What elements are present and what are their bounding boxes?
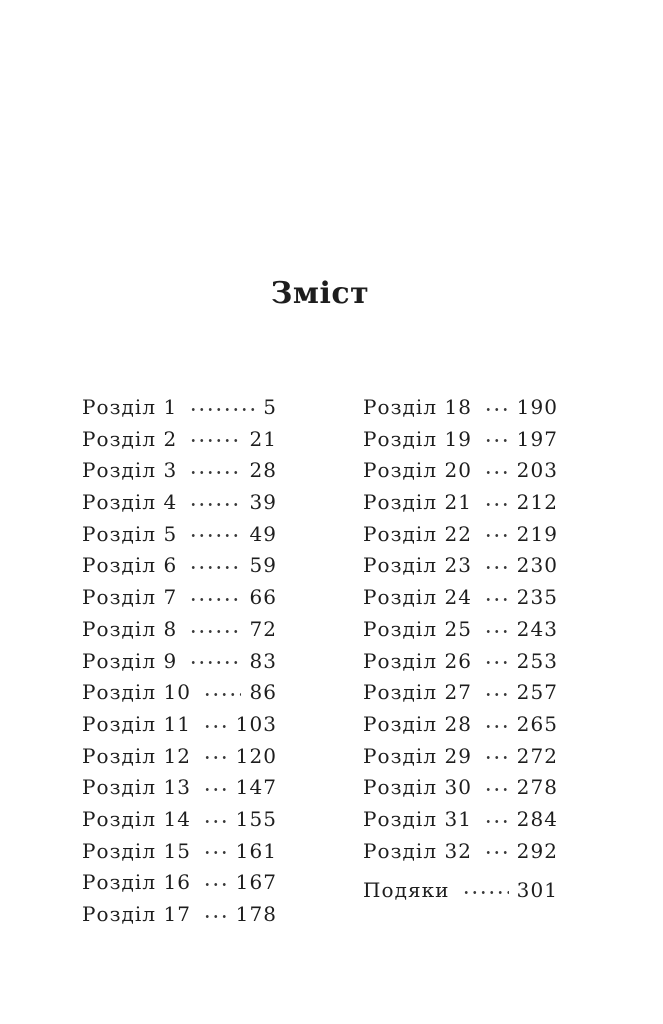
toc-column-right: [363, 392, 558, 931]
dot-leader: [482, 455, 509, 487]
toc-entry[interactable]: [363, 804, 558, 836]
toc-entry-label: Подяки: [363, 878, 450, 903]
toc-entry-label: Розділ 31: [363, 806, 473, 831]
toc-entry-page: 292: [516, 838, 558, 863]
dot-leader: [201, 677, 241, 709]
dot-leader: [482, 836, 509, 868]
toc-entry[interactable]: [82, 836, 277, 868]
toc-entry[interactable]: [363, 614, 558, 646]
toc-entry-label: Розділ 7: [82, 585, 178, 610]
toc-entry-page: 120: [235, 743, 277, 768]
toc-entry-page: 243: [516, 616, 558, 641]
toc-entry-page: 28: [249, 458, 277, 483]
toc-entry[interactable]: [82, 772, 277, 804]
toc-entry-page: 59: [249, 553, 277, 578]
toc-entry[interactable]: [82, 899, 277, 931]
toc-entry-label: Розділ 22: [363, 521, 473, 546]
toc-entry-page: 197: [516, 426, 558, 451]
toc-entry-page: 257: [516, 680, 558, 705]
toc-entry-label: Розділ 27: [363, 680, 473, 705]
toc-entry-page: 265: [516, 711, 558, 736]
toc-columns: [82, 392, 558, 931]
dot-leader: [201, 772, 228, 804]
toc-entry-page: 39: [249, 490, 277, 515]
dot-leader: [482, 709, 509, 741]
toc-entry[interactable]: [363, 424, 558, 456]
toc-entry[interactable]: [82, 709, 277, 741]
toc-entry-label: Розділ 8: [82, 616, 178, 641]
toc-entry[interactable]: [363, 487, 558, 519]
dot-leader: [201, 836, 228, 868]
toc-entry[interactable]: [363, 709, 558, 741]
dot-leader: [482, 487, 509, 519]
toc-entry-page: 83: [249, 648, 277, 673]
toc-entry[interactable]: [82, 741, 277, 773]
toc-entry[interactable]: [363, 836, 558, 868]
dot-leader: [482, 519, 509, 551]
toc-entry-label: Розділ 3: [82, 458, 178, 483]
dot-leader: [201, 804, 228, 836]
toc-entry-label: Розділ 26: [363, 648, 473, 673]
toc-entry-page: 155: [235, 806, 277, 831]
dot-leader: [201, 867, 228, 899]
dot-leader: [482, 392, 509, 424]
toc-entry-page: 178: [235, 902, 277, 926]
toc-entry-label: Розділ 2: [82, 426, 178, 451]
toc-entry-page: 167: [235, 870, 277, 895]
toc-entry-label: Розділ 21: [363, 490, 473, 515]
toc-entry-label: Розділ 24: [363, 585, 473, 610]
dot-leader: [187, 582, 241, 614]
dot-leader: [482, 582, 509, 614]
toc-entry-page: 161: [235, 838, 277, 863]
toc-entry-label: Розділ 10: [82, 680, 192, 705]
dot-leader: [187, 487, 241, 519]
toc-entry-label: Розділ 6: [82, 553, 178, 578]
toc-entry[interactable]: [82, 804, 277, 836]
toc-entry-page: 72: [249, 616, 277, 641]
toc-entry[interactable]: [82, 646, 277, 678]
toc-entry-page: 230: [516, 553, 558, 578]
toc-entry[interactable]: [82, 455, 277, 487]
toc-entry-page: 49: [249, 521, 277, 546]
toc-entry-page: 86: [249, 680, 277, 705]
toc-entry-label: Розділ 19: [363, 426, 473, 451]
toc-entry[interactable]: [363, 392, 558, 424]
toc-entry-page: 235: [516, 585, 558, 610]
toc-entry-label: Розділ 30: [363, 775, 473, 800]
toc-entry-label: Розділ 20: [363, 458, 473, 483]
toc-entry-label: Розділ 12: [82, 743, 192, 768]
toc-entry-label: Розділ 5: [82, 521, 178, 546]
toc-entry-page: 278: [516, 775, 558, 800]
toc-entry-label: Розділ 11: [82, 711, 192, 736]
toc-entry-page: 219: [516, 521, 558, 546]
dot-leader: [482, 646, 509, 678]
toc-entry-page: 301: [516, 878, 558, 903]
toc-entry-page: 5: [263, 395, 277, 419]
toc-entry[interactable]: [363, 646, 558, 678]
toc-entry-label: Розділ 25: [363, 616, 473, 641]
toc-entry-label: Розділ 13: [82, 775, 192, 800]
dot-leader: [201, 709, 228, 741]
dot-leader: [482, 424, 509, 456]
toc-entry[interactable]: [363, 550, 558, 582]
toc-entry-label: Розділ 4: [82, 490, 178, 515]
dot-leader: [482, 804, 509, 836]
toc-entry-label: Розділ 28: [363, 711, 473, 736]
toc-entry[interactable]: [363, 772, 558, 804]
toc-entry[interactable]: [82, 677, 277, 709]
dot-leader: [201, 899, 228, 931]
toc-entry-page: 203: [516, 458, 558, 483]
toc-entry[interactable]: [363, 741, 558, 773]
page-title: Зміст: [270, 276, 370, 312]
toc-entry-label: Розділ 17: [82, 902, 192, 926]
toc-entry-label: Розділ 1: [82, 395, 178, 419]
toc-entry-label: Розділ 18: [363, 395, 473, 419]
dot-leader: [187, 646, 241, 678]
toc-entry-page: 284: [516, 806, 558, 831]
toc-entry-label: Розділ 9: [82, 648, 178, 673]
toc-entry-label: Розділ 14: [82, 806, 192, 831]
toc-entry-page: 21: [249, 426, 277, 451]
dot-leader: [201, 741, 228, 773]
dot-leader: [482, 550, 509, 582]
toc-entry[interactable]: [82, 867, 277, 899]
dot-leader: [460, 875, 509, 907]
dot-leader: [187, 392, 255, 424]
toc-entry-label: Розділ 15: [82, 838, 192, 863]
toc-entry[interactable]: [363, 677, 558, 709]
toc-entry-page: 212: [516, 490, 558, 515]
toc-entry[interactable]: [82, 392, 277, 424]
toc-entry-page: 66: [249, 585, 277, 610]
toc-entry[interactable]: [363, 519, 558, 551]
toc-entry[interactable]: [363, 875, 558, 907]
toc-entry[interactable]: [82, 487, 277, 519]
toc-entry-label: Розділ 32: [363, 838, 473, 863]
dot-leader: [187, 424, 241, 456]
dot-leader: [187, 614, 241, 646]
toc-entry-page: 272: [516, 743, 558, 768]
dot-leader: [482, 677, 509, 709]
toc-entry-page: 253: [516, 648, 558, 673]
dot-leader: [187, 455, 241, 487]
toc-entry-label: Розділ 29: [363, 743, 473, 768]
dot-leader: [482, 741, 509, 773]
toc-column-left: [82, 392, 277, 931]
dot-leader: [482, 772, 509, 804]
toc-entry-page: 190: [516, 395, 558, 419]
toc-entry-label: Розділ 23: [363, 553, 473, 578]
toc-entry[interactable]: [363, 582, 558, 614]
toc-entry[interactable]: [82, 424, 277, 456]
toc-entry[interactable]: [82, 614, 277, 646]
toc-entry[interactable]: [82, 519, 277, 551]
toc-entry[interactable]: [363, 455, 558, 487]
toc-entry[interactable]: [82, 550, 277, 582]
toc-entry-label: Розділ 16: [82, 870, 192, 895]
dot-leader: [482, 614, 509, 646]
toc-entry[interactable]: [82, 582, 277, 614]
dot-leader: [187, 550, 241, 582]
dot-leader: [187, 519, 241, 551]
toc-entry-page: 103: [235, 711, 277, 736]
toc-entry-page: 147: [235, 775, 277, 800]
